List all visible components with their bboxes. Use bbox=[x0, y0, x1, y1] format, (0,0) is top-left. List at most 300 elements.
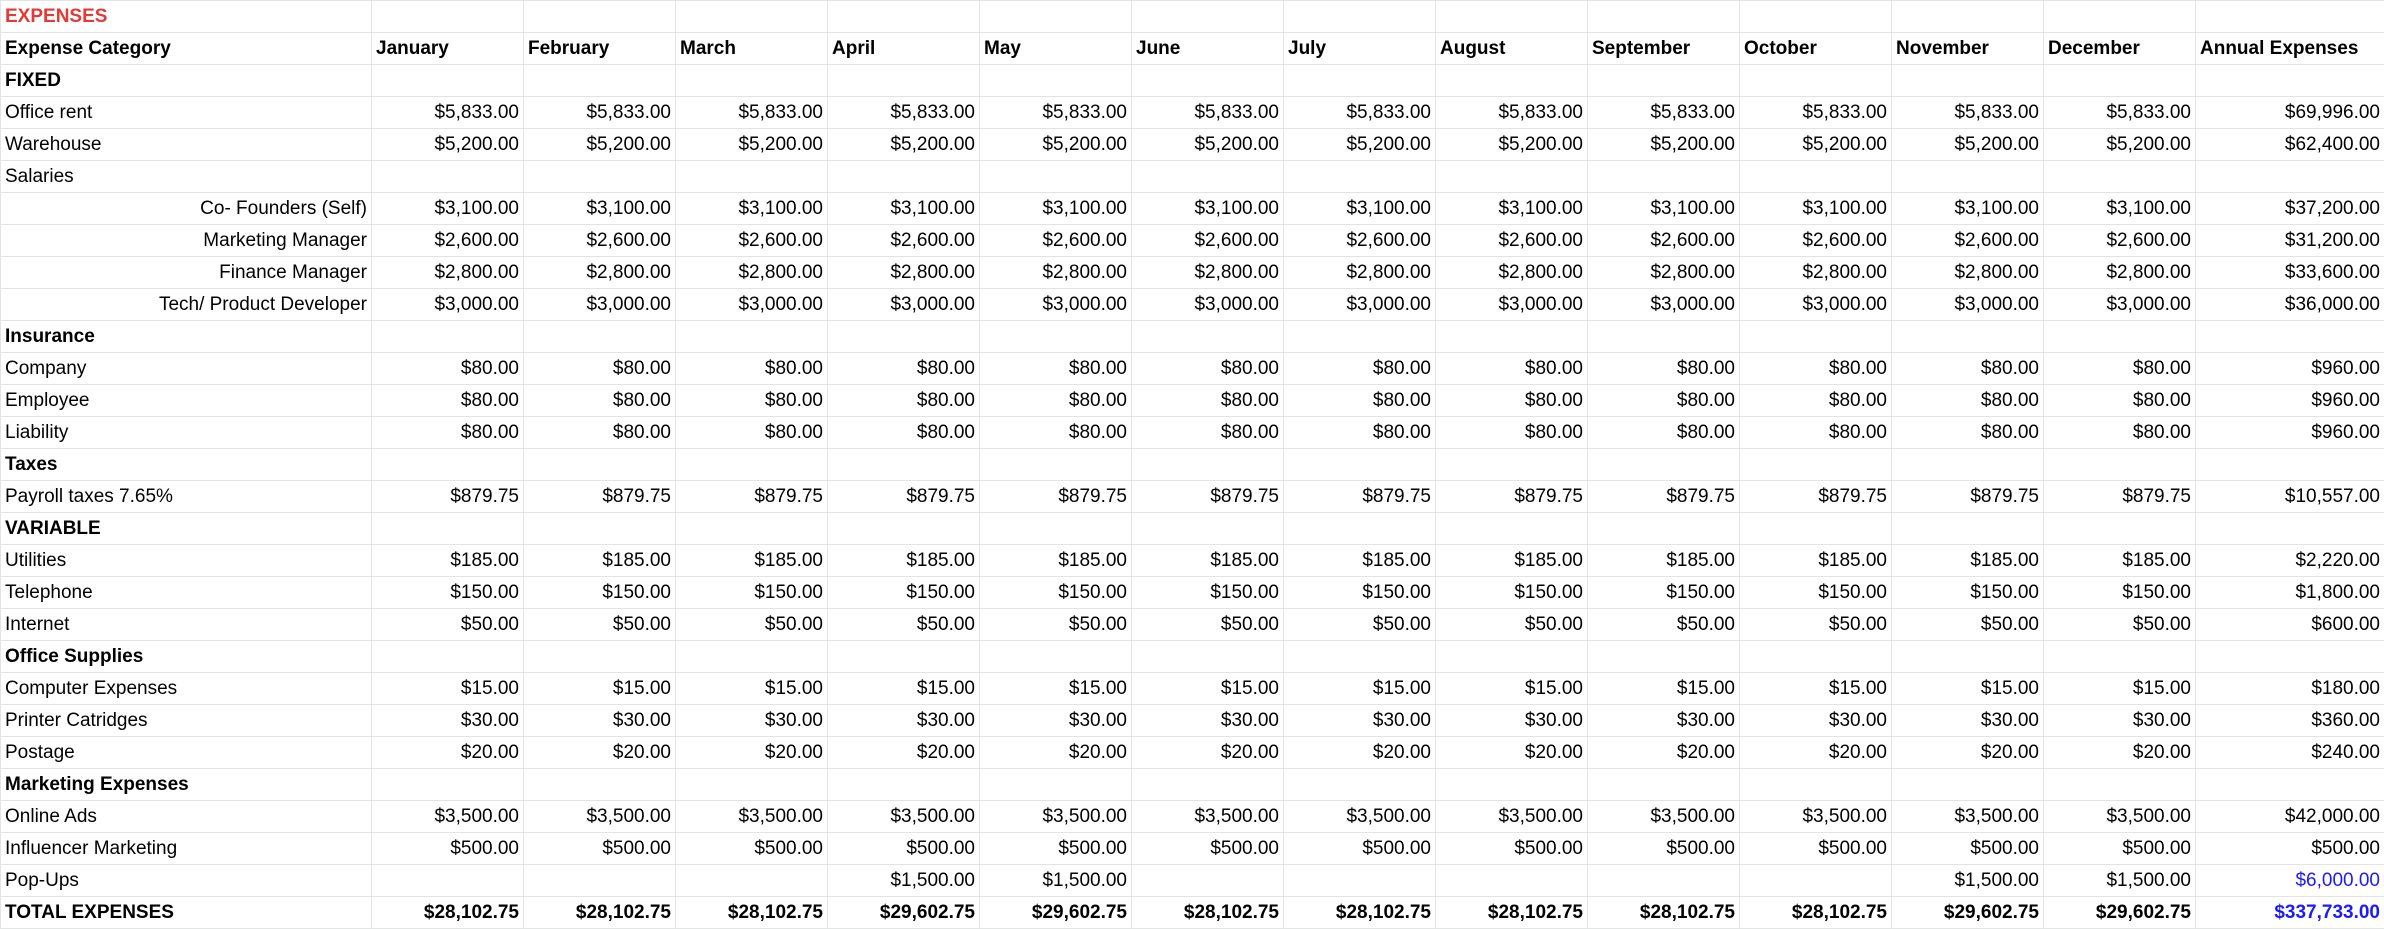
value-cell[interactable]: $185.00 bbox=[676, 545, 828, 577]
value-cell[interactable]: $3,500.00 bbox=[372, 801, 524, 833]
value-cell[interactable] bbox=[1436, 65, 1588, 97]
value-cell[interactable]: $28,102.75 bbox=[1588, 897, 1740, 929]
value-cell[interactable]: $3,000.00 bbox=[524, 289, 676, 321]
category-label[interactable]: Tech/ Product Developer bbox=[1, 289, 372, 321]
value-cell[interactable]: $80.00 bbox=[1892, 353, 2044, 385]
value-cell[interactable]: $3,000.00 bbox=[1588, 289, 1740, 321]
value-cell[interactable]: $20.00 bbox=[1740, 737, 1892, 769]
value-cell[interactable] bbox=[372, 65, 524, 97]
value-cell[interactable]: $15.00 bbox=[676, 673, 828, 705]
value-cell[interactable] bbox=[980, 65, 1132, 97]
value-cell[interactable]: $185.00 bbox=[1740, 545, 1892, 577]
value-cell[interactable]: $879.75 bbox=[1132, 481, 1284, 513]
category-label[interactable]: Utilities bbox=[1, 545, 372, 577]
value-cell[interactable]: $30.00 bbox=[1132, 705, 1284, 737]
cell[interactable] bbox=[524, 1, 676, 33]
value-cell[interactable] bbox=[524, 865, 676, 897]
value-cell[interactable]: $50.00 bbox=[372, 609, 524, 641]
value-cell[interactable]: $2,800.00 bbox=[372, 257, 524, 289]
value-cell[interactable]: $50.00 bbox=[1892, 609, 2044, 641]
value-cell[interactable] bbox=[1284, 641, 1436, 673]
value-cell[interactable] bbox=[372, 865, 524, 897]
value-cell[interactable]: $20.00 bbox=[524, 737, 676, 769]
value-cell[interactable] bbox=[372, 321, 524, 353]
value-cell[interactable] bbox=[524, 449, 676, 481]
category-label[interactable]: Telephone bbox=[1, 577, 372, 609]
annual-value-cell[interactable]: $1,800.00 bbox=[2196, 577, 2384, 609]
category-label[interactable]: Taxes bbox=[1, 449, 372, 481]
value-cell[interactable]: $185.00 bbox=[2044, 545, 2196, 577]
category-label[interactable]: FIXED bbox=[1, 65, 372, 97]
value-cell[interactable]: $2,800.00 bbox=[524, 257, 676, 289]
column-header-category[interactable]: Expense Category bbox=[1, 33, 372, 65]
value-cell[interactable]: $20.00 bbox=[1436, 737, 1588, 769]
annual-value-cell[interactable]: $33,600.00 bbox=[2196, 257, 2384, 289]
value-cell[interactable] bbox=[1740, 161, 1892, 193]
column-header[interactable]: December bbox=[2044, 33, 2196, 65]
value-cell[interactable]: $30.00 bbox=[1740, 705, 1892, 737]
annual-value-cell[interactable]: $500.00 bbox=[2196, 833, 2384, 865]
category-label[interactable]: Co- Founders (Self) bbox=[1, 193, 372, 225]
cell[interactable] bbox=[1436, 1, 1588, 33]
value-cell[interactable]: $5,833.00 bbox=[1132, 97, 1284, 129]
category-label[interactable]: Printer Catridges bbox=[1, 705, 372, 737]
value-cell[interactable]: $50.00 bbox=[1132, 609, 1284, 641]
value-cell[interactable]: $20.00 bbox=[1132, 737, 1284, 769]
value-cell[interactable] bbox=[2044, 449, 2196, 481]
value-cell[interactable]: $185.00 bbox=[1588, 545, 1740, 577]
value-cell[interactable] bbox=[676, 769, 828, 801]
category-label[interactable]: Liability bbox=[1, 417, 372, 449]
value-cell[interactable]: $5,833.00 bbox=[372, 97, 524, 129]
annual-value-cell[interactable] bbox=[2196, 641, 2384, 673]
column-header[interactable]: February bbox=[524, 33, 676, 65]
value-cell[interactable]: $3,100.00 bbox=[372, 193, 524, 225]
value-cell[interactable]: $15.00 bbox=[372, 673, 524, 705]
value-cell[interactable]: $3,000.00 bbox=[372, 289, 524, 321]
value-cell[interactable]: $150.00 bbox=[1740, 577, 1892, 609]
value-cell[interactable]: $5,833.00 bbox=[980, 97, 1132, 129]
cell[interactable] bbox=[1892, 1, 2044, 33]
value-cell[interactable]: $80.00 bbox=[1740, 353, 1892, 385]
value-cell[interactable]: $29,602.75 bbox=[1892, 897, 2044, 929]
value-cell[interactable]: $3,000.00 bbox=[1892, 289, 2044, 321]
value-cell[interactable]: $28,102.75 bbox=[676, 897, 828, 929]
value-cell[interactable]: $3,100.00 bbox=[980, 193, 1132, 225]
value-cell[interactable]: $1,500.00 bbox=[2044, 865, 2196, 897]
value-cell[interactable]: $3,100.00 bbox=[524, 193, 676, 225]
category-label[interactable]: Employee bbox=[1, 385, 372, 417]
value-cell[interactable]: $2,800.00 bbox=[676, 257, 828, 289]
value-cell[interactable]: $879.75 bbox=[1436, 481, 1588, 513]
annual-value-cell[interactable] bbox=[2196, 513, 2384, 545]
category-label[interactable]: Office Supplies bbox=[1, 641, 372, 673]
value-cell[interactable] bbox=[980, 513, 1132, 545]
value-cell[interactable]: $150.00 bbox=[676, 577, 828, 609]
category-label[interactable]: Computer Expenses bbox=[1, 673, 372, 705]
value-cell[interactable]: $30.00 bbox=[1588, 705, 1740, 737]
value-cell[interactable]: $80.00 bbox=[1284, 385, 1436, 417]
value-cell[interactable]: $50.00 bbox=[828, 609, 980, 641]
value-cell[interactable] bbox=[1588, 449, 1740, 481]
value-cell[interactable]: $80.00 bbox=[980, 353, 1132, 385]
value-cell[interactable] bbox=[1284, 321, 1436, 353]
annual-value-cell[interactable] bbox=[2196, 65, 2384, 97]
value-cell[interactable]: $5,833.00 bbox=[1740, 97, 1892, 129]
value-cell[interactable]: $879.75 bbox=[980, 481, 1132, 513]
cell[interactable] bbox=[372, 1, 524, 33]
value-cell[interactable]: $500.00 bbox=[2044, 833, 2196, 865]
annual-value-cell[interactable] bbox=[2196, 449, 2384, 481]
column-header[interactable]: Annual Expenses bbox=[2196, 33, 2384, 65]
column-header[interactable]: June bbox=[1132, 33, 1284, 65]
value-cell[interactable]: $80.00 bbox=[1284, 353, 1436, 385]
value-cell[interactable]: $3,000.00 bbox=[676, 289, 828, 321]
category-label[interactable]: Internet bbox=[1, 609, 372, 641]
value-cell[interactable]: $2,600.00 bbox=[1132, 225, 1284, 257]
value-cell[interactable]: $5,200.00 bbox=[676, 129, 828, 161]
value-cell[interactable]: $50.00 bbox=[1588, 609, 1740, 641]
value-cell[interactable]: $3,100.00 bbox=[1284, 193, 1436, 225]
value-cell[interactable]: $80.00 bbox=[1588, 353, 1740, 385]
value-cell[interactable] bbox=[1284, 865, 1436, 897]
value-cell[interactable]: $15.00 bbox=[1892, 673, 2044, 705]
category-label[interactable]: Online Ads bbox=[1, 801, 372, 833]
value-cell[interactable]: $500.00 bbox=[828, 833, 980, 865]
value-cell[interactable]: $3,100.00 bbox=[1132, 193, 1284, 225]
value-cell[interactable]: $80.00 bbox=[1132, 417, 1284, 449]
annual-value-cell[interactable]: $36,000.00 bbox=[2196, 289, 2384, 321]
value-cell[interactable]: $879.75 bbox=[828, 481, 980, 513]
value-cell[interactable]: $5,833.00 bbox=[1436, 97, 1588, 129]
value-cell[interactable]: $3,100.00 bbox=[2044, 193, 2196, 225]
value-cell[interactable]: $2,800.00 bbox=[1588, 257, 1740, 289]
value-cell[interactable]: $80.00 bbox=[1132, 353, 1284, 385]
value-cell[interactable] bbox=[676, 865, 828, 897]
annual-value-cell[interactable]: $2,220.00 bbox=[2196, 545, 2384, 577]
value-cell[interactable]: $15.00 bbox=[828, 673, 980, 705]
value-cell[interactable] bbox=[524, 161, 676, 193]
value-cell[interactable]: $3,100.00 bbox=[1436, 193, 1588, 225]
value-cell[interactable]: $3,500.00 bbox=[524, 801, 676, 833]
value-cell[interactable]: $500.00 bbox=[1588, 833, 1740, 865]
value-cell[interactable]: $150.00 bbox=[2044, 577, 2196, 609]
value-cell[interactable]: $80.00 bbox=[1740, 417, 1892, 449]
value-cell[interactable]: $500.00 bbox=[1436, 833, 1588, 865]
annual-value-cell[interactable]: $6,000.00 bbox=[2196, 865, 2384, 897]
column-header[interactable]: August bbox=[1436, 33, 1588, 65]
value-cell[interactable]: $1,500.00 bbox=[1892, 865, 2044, 897]
value-cell[interactable] bbox=[1588, 769, 1740, 801]
value-cell[interactable] bbox=[1132, 65, 1284, 97]
value-cell[interactable]: $500.00 bbox=[1284, 833, 1436, 865]
value-cell[interactable] bbox=[1132, 161, 1284, 193]
value-cell[interactable]: $150.00 bbox=[980, 577, 1132, 609]
value-cell[interactable] bbox=[1284, 449, 1436, 481]
value-cell[interactable]: $3,100.00 bbox=[1892, 193, 2044, 225]
value-cell[interactable]: $5,200.00 bbox=[1588, 129, 1740, 161]
value-cell[interactable]: $80.00 bbox=[2044, 353, 2196, 385]
value-cell[interactable]: $2,800.00 bbox=[1892, 257, 2044, 289]
value-cell[interactable] bbox=[1132, 769, 1284, 801]
value-cell[interactable] bbox=[676, 513, 828, 545]
value-cell[interactable]: $3,100.00 bbox=[676, 193, 828, 225]
category-label[interactable]: TOTAL EXPENSES bbox=[1, 897, 372, 929]
value-cell[interactable] bbox=[1740, 641, 1892, 673]
value-cell[interactable] bbox=[1588, 641, 1740, 673]
value-cell[interactable]: $28,102.75 bbox=[1132, 897, 1284, 929]
value-cell[interactable]: $80.00 bbox=[980, 417, 1132, 449]
value-cell[interactable]: $50.00 bbox=[2044, 609, 2196, 641]
value-cell[interactable]: $500.00 bbox=[1892, 833, 2044, 865]
value-cell[interactable]: $80.00 bbox=[1436, 353, 1588, 385]
value-cell[interactable] bbox=[524, 769, 676, 801]
column-header[interactable]: April bbox=[828, 33, 980, 65]
value-cell[interactable]: $3,500.00 bbox=[1740, 801, 1892, 833]
value-cell[interactable] bbox=[676, 449, 828, 481]
value-cell[interactable]: $500.00 bbox=[676, 833, 828, 865]
value-cell[interactable]: $30.00 bbox=[1892, 705, 2044, 737]
value-cell[interactable]: $185.00 bbox=[980, 545, 1132, 577]
value-cell[interactable]: $5,833.00 bbox=[828, 97, 980, 129]
value-cell[interactable] bbox=[1892, 65, 2044, 97]
value-cell[interactable]: $2,600.00 bbox=[372, 225, 524, 257]
value-cell[interactable]: $185.00 bbox=[1436, 545, 1588, 577]
value-cell[interactable]: $3,000.00 bbox=[1740, 289, 1892, 321]
value-cell[interactable] bbox=[1892, 641, 2044, 673]
value-cell[interactable] bbox=[1436, 513, 1588, 545]
value-cell[interactable]: $185.00 bbox=[372, 545, 524, 577]
cell[interactable] bbox=[980, 1, 1132, 33]
value-cell[interactable] bbox=[524, 641, 676, 673]
annual-value-cell[interactable]: $180.00 bbox=[2196, 673, 2384, 705]
value-cell[interactable]: $80.00 bbox=[1132, 385, 1284, 417]
value-cell[interactable]: $30.00 bbox=[828, 705, 980, 737]
value-cell[interactable] bbox=[1284, 161, 1436, 193]
annual-value-cell[interactable]: $31,200.00 bbox=[2196, 225, 2384, 257]
value-cell[interactable]: $20.00 bbox=[1892, 737, 2044, 769]
category-label[interactable]: Salaries bbox=[1, 161, 372, 193]
annual-value-cell[interactable]: $960.00 bbox=[2196, 353, 2384, 385]
value-cell[interactable]: $30.00 bbox=[1436, 705, 1588, 737]
value-cell[interactable] bbox=[1740, 321, 1892, 353]
value-cell[interactable] bbox=[828, 321, 980, 353]
value-cell[interactable]: $15.00 bbox=[1588, 673, 1740, 705]
value-cell[interactable] bbox=[524, 65, 676, 97]
cell[interactable] bbox=[2044, 1, 2196, 33]
value-cell[interactable]: $5,200.00 bbox=[1436, 129, 1588, 161]
value-cell[interactable] bbox=[1892, 321, 2044, 353]
value-cell[interactable]: $20.00 bbox=[1284, 737, 1436, 769]
value-cell[interactable]: $879.75 bbox=[1892, 481, 2044, 513]
value-cell[interactable]: $2,800.00 bbox=[1132, 257, 1284, 289]
value-cell[interactable]: $185.00 bbox=[828, 545, 980, 577]
value-cell[interactable]: $150.00 bbox=[1436, 577, 1588, 609]
value-cell[interactable]: $80.00 bbox=[676, 385, 828, 417]
category-label[interactable]: Marketing Expenses bbox=[1, 769, 372, 801]
value-cell[interactable]: $2,600.00 bbox=[1436, 225, 1588, 257]
value-cell[interactable]: $20.00 bbox=[980, 737, 1132, 769]
value-cell[interactable]: $28,102.75 bbox=[372, 897, 524, 929]
value-cell[interactable] bbox=[676, 641, 828, 673]
value-cell[interactable]: $2,800.00 bbox=[2044, 257, 2196, 289]
value-cell[interactable]: $30.00 bbox=[980, 705, 1132, 737]
value-cell[interactable]: $80.00 bbox=[2044, 417, 2196, 449]
value-cell[interactable] bbox=[1892, 769, 2044, 801]
value-cell[interactable]: $5,200.00 bbox=[980, 129, 1132, 161]
value-cell[interactable]: $2,600.00 bbox=[980, 225, 1132, 257]
value-cell[interactable] bbox=[1436, 161, 1588, 193]
value-cell[interactable] bbox=[676, 65, 828, 97]
value-cell[interactable]: $80.00 bbox=[372, 385, 524, 417]
cell[interactable] bbox=[2196, 1, 2384, 33]
value-cell[interactable]: $80.00 bbox=[1892, 385, 2044, 417]
value-cell[interactable]: $3,500.00 bbox=[980, 801, 1132, 833]
value-cell[interactable] bbox=[980, 641, 1132, 673]
value-cell[interactable]: $3,500.00 bbox=[1132, 801, 1284, 833]
annual-value-cell[interactable]: $240.00 bbox=[2196, 737, 2384, 769]
value-cell[interactable] bbox=[1588, 321, 1740, 353]
category-label[interactable]: VARIABLE bbox=[1, 513, 372, 545]
value-cell[interactable] bbox=[372, 769, 524, 801]
value-cell[interactable]: $50.00 bbox=[980, 609, 1132, 641]
value-cell[interactable]: $879.75 bbox=[524, 481, 676, 513]
annual-value-cell[interactable]: $10,557.00 bbox=[2196, 481, 2384, 513]
value-cell[interactable]: $3,000.00 bbox=[2044, 289, 2196, 321]
category-label[interactable]: Payroll taxes 7.65% bbox=[1, 481, 372, 513]
value-cell[interactable] bbox=[1436, 769, 1588, 801]
value-cell[interactable]: $185.00 bbox=[1284, 545, 1436, 577]
value-cell[interactable]: $3,100.00 bbox=[1588, 193, 1740, 225]
value-cell[interactable]: $185.00 bbox=[1132, 545, 1284, 577]
value-cell[interactable]: $2,600.00 bbox=[676, 225, 828, 257]
value-cell[interactable]: $500.00 bbox=[372, 833, 524, 865]
value-cell[interactable] bbox=[372, 161, 524, 193]
value-cell[interactable]: $2,800.00 bbox=[1740, 257, 1892, 289]
value-cell[interactable] bbox=[1588, 865, 1740, 897]
value-cell[interactable] bbox=[1892, 513, 2044, 545]
value-cell[interactable] bbox=[1740, 865, 1892, 897]
value-cell[interactable]: $80.00 bbox=[828, 417, 980, 449]
value-cell[interactable]: $5,200.00 bbox=[2044, 129, 2196, 161]
value-cell[interactable]: $80.00 bbox=[828, 385, 980, 417]
annual-value-cell[interactable]: $960.00 bbox=[2196, 385, 2384, 417]
value-cell[interactable]: $29,602.75 bbox=[828, 897, 980, 929]
value-cell[interactable]: $80.00 bbox=[1436, 385, 1588, 417]
cell[interactable] bbox=[1588, 1, 1740, 33]
value-cell[interactable] bbox=[1892, 449, 2044, 481]
value-cell[interactable]: $879.75 bbox=[1740, 481, 1892, 513]
value-cell[interactable]: $5,200.00 bbox=[372, 129, 524, 161]
value-cell[interactable]: $2,800.00 bbox=[980, 257, 1132, 289]
column-header[interactable]: October bbox=[1740, 33, 1892, 65]
cell[interactable] bbox=[1284, 1, 1436, 33]
value-cell[interactable]: $5,833.00 bbox=[1588, 97, 1740, 129]
value-cell[interactable]: $3,000.00 bbox=[980, 289, 1132, 321]
value-cell[interactable]: $3,000.00 bbox=[1284, 289, 1436, 321]
value-cell[interactable] bbox=[676, 161, 828, 193]
value-cell[interactable]: $80.00 bbox=[1740, 385, 1892, 417]
value-cell[interactable]: $20.00 bbox=[828, 737, 980, 769]
cell[interactable] bbox=[1132, 1, 1284, 33]
value-cell[interactable]: $28,102.75 bbox=[1284, 897, 1436, 929]
value-cell[interactable]: $185.00 bbox=[1892, 545, 2044, 577]
value-cell[interactable]: $2,600.00 bbox=[828, 225, 980, 257]
value-cell[interactable] bbox=[828, 769, 980, 801]
value-cell[interactable]: $2,600.00 bbox=[524, 225, 676, 257]
annual-value-cell[interactable]: $337,733.00 bbox=[2196, 897, 2384, 929]
annual-value-cell[interactable] bbox=[2196, 769, 2384, 801]
value-cell[interactable]: $150.00 bbox=[524, 577, 676, 609]
value-cell[interactable]: $150.00 bbox=[1588, 577, 1740, 609]
value-cell[interactable]: $80.00 bbox=[524, 417, 676, 449]
value-cell[interactable] bbox=[2044, 641, 2196, 673]
value-cell[interactable] bbox=[1132, 321, 1284, 353]
value-cell[interactable] bbox=[1132, 449, 1284, 481]
column-header[interactable]: July bbox=[1284, 33, 1436, 65]
value-cell[interactable]: $2,800.00 bbox=[1284, 257, 1436, 289]
value-cell[interactable]: $15.00 bbox=[2044, 673, 2196, 705]
value-cell[interactable]: $5,200.00 bbox=[1132, 129, 1284, 161]
value-cell[interactable]: $80.00 bbox=[980, 385, 1132, 417]
value-cell[interactable]: $5,833.00 bbox=[1284, 97, 1436, 129]
annual-value-cell[interactable]: $42,000.00 bbox=[2196, 801, 2384, 833]
value-cell[interactable]: $20.00 bbox=[1588, 737, 1740, 769]
value-cell[interactable]: $15.00 bbox=[980, 673, 1132, 705]
value-cell[interactable]: $500.00 bbox=[524, 833, 676, 865]
value-cell[interactable]: $15.00 bbox=[1132, 673, 1284, 705]
value-cell[interactable]: $5,200.00 bbox=[1740, 129, 1892, 161]
annual-value-cell[interactable]: $960.00 bbox=[2196, 417, 2384, 449]
value-cell[interactable]: $2,600.00 bbox=[1588, 225, 1740, 257]
value-cell[interactable]: $3,100.00 bbox=[828, 193, 980, 225]
value-cell[interactable]: $500.00 bbox=[1132, 833, 1284, 865]
annual-value-cell[interactable]: $360.00 bbox=[2196, 705, 2384, 737]
value-cell[interactable]: $879.75 bbox=[2044, 481, 2196, 513]
value-cell[interactable] bbox=[1132, 865, 1284, 897]
value-cell[interactable] bbox=[1284, 513, 1436, 545]
value-cell[interactable]: $30.00 bbox=[372, 705, 524, 737]
value-cell[interactable]: $50.00 bbox=[676, 609, 828, 641]
category-label[interactable]: Office rent bbox=[1, 97, 372, 129]
value-cell[interactable]: $30.00 bbox=[1284, 705, 1436, 737]
column-header[interactable]: May bbox=[980, 33, 1132, 65]
category-label[interactable]: Pop-Ups bbox=[1, 865, 372, 897]
category-label[interactable]: Marketing Manager bbox=[1, 225, 372, 257]
value-cell[interactable]: $1,500.00 bbox=[980, 865, 1132, 897]
value-cell[interactable]: $150.00 bbox=[828, 577, 980, 609]
value-cell[interactable] bbox=[524, 513, 676, 545]
value-cell[interactable]: $80.00 bbox=[676, 417, 828, 449]
value-cell[interactable]: $80.00 bbox=[524, 385, 676, 417]
value-cell[interactable]: $3,000.00 bbox=[828, 289, 980, 321]
value-cell[interactable]: $15.00 bbox=[1436, 673, 1588, 705]
value-cell[interactable] bbox=[1740, 769, 1892, 801]
value-cell[interactable]: $2,600.00 bbox=[2044, 225, 2196, 257]
value-cell[interactable] bbox=[1436, 865, 1588, 897]
category-label[interactable]: Company bbox=[1, 353, 372, 385]
value-cell[interactable] bbox=[1284, 65, 1436, 97]
value-cell[interactable]: $80.00 bbox=[1284, 417, 1436, 449]
value-cell[interactable]: $185.00 bbox=[524, 545, 676, 577]
annual-value-cell[interactable] bbox=[2196, 161, 2384, 193]
column-header[interactable]: March bbox=[676, 33, 828, 65]
value-cell[interactable] bbox=[1436, 641, 1588, 673]
value-cell[interactable]: $50.00 bbox=[1740, 609, 1892, 641]
value-cell[interactable]: $2,600.00 bbox=[1740, 225, 1892, 257]
annual-value-cell[interactable]: $69,996.00 bbox=[2196, 97, 2384, 129]
annual-value-cell[interactable]: $37,200.00 bbox=[2196, 193, 2384, 225]
